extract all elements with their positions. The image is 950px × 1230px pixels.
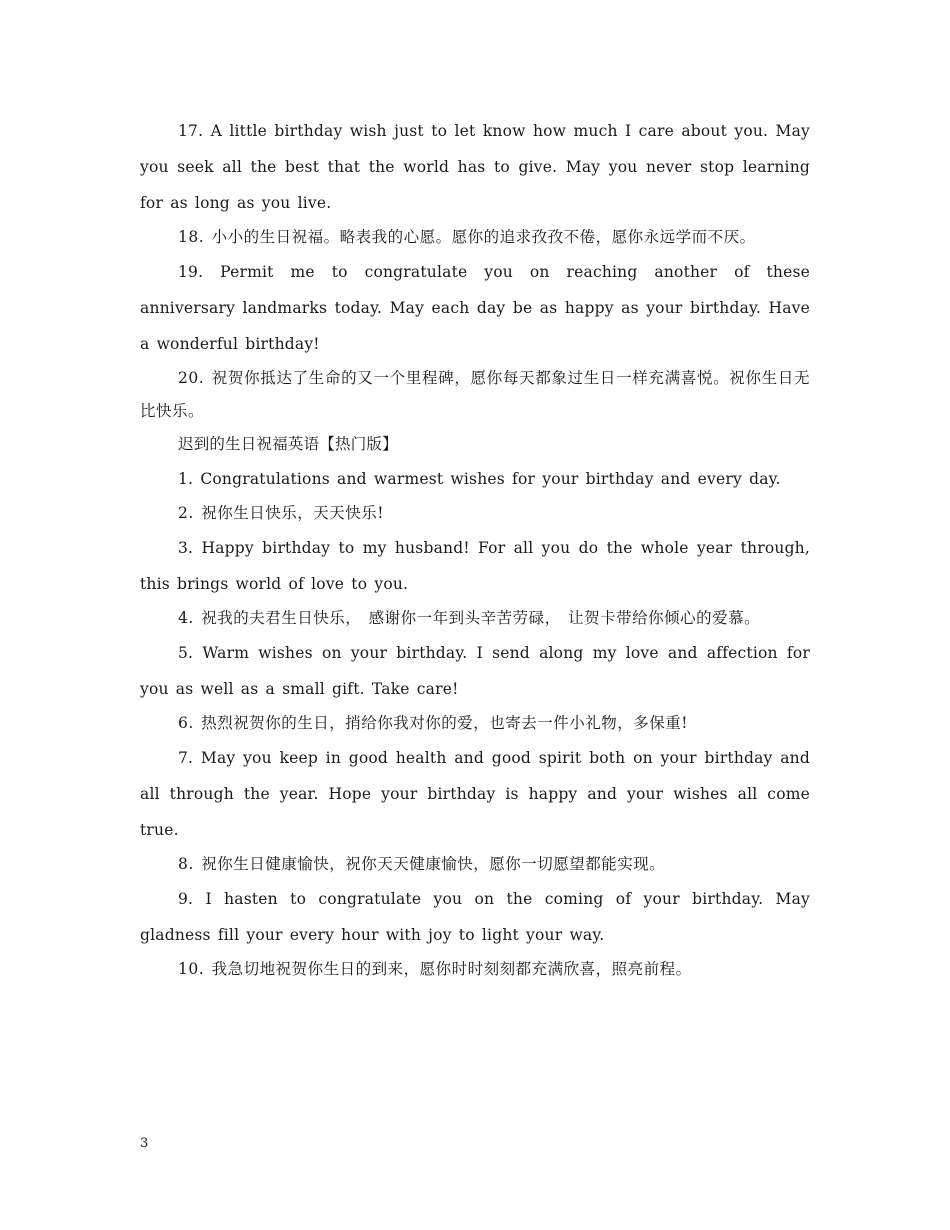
paragraph-20-cn: 20. 祝贺你抵达了生命的又一个里程碑，愿你每天都象过生日一样充满喜悦。祝你生日无比快乐。	[140, 369, 810, 420]
paragraph-2-cn: 2. 祝你生日快乐，天天快乐!	[178, 504, 384, 522]
paragraph-17-en: 17. A little birthday wish just to let know how much I care about you. May you seek all the best that the world has to give. May you never stop learning for as long as you live.	[140, 122, 810, 212]
paragraph-6-cn: 6. 热烈祝贺你的生日，捎给你我对你的爱，也寄去一件小礼物，多保重!	[178, 714, 688, 732]
paragraph-10-cn: 10. 我急切地祝贺你生日的到来，愿你时时刻刻都充满欣喜，照亮前程。	[178, 960, 692, 978]
paragraph-5-en: 5. Warm wishes on your birthday. I send along my love and affection for you as well as a small gift. Take care!	[140, 644, 810, 698]
paragraph-9-en: 9. I hasten to congratulate you on the coming of your birthday. May gladness fill your every hour with joy to light your way.	[140, 890, 810, 944]
paragraph-1-en: 1. Congratulations and warmest wishes for your birthday and every day.	[178, 470, 781, 488]
paragraph-18-cn: 18. 小小的生日祝福。略表我的心愿。愿你的追求孜孜不倦，愿你永远学而不厌。	[178, 228, 756, 246]
paragraph-19-en: 19. Permit me to congratulate you on reaching another of these anniversary landmarks today. May each day be as happy as your birthday. Have a wonderful birthday!	[140, 263, 810, 353]
paragraph-4-cn: 4. 祝我的夫君生日快乐， 感谢你一年到头辛苦劳碌， 让贺卡带给你倾心的爱慕。	[178, 609, 761, 627]
section-heading: 迟到的生日祝福英语【热门版】	[178, 435, 398, 453]
document-body	[140, 113, 810, 986]
paragraph-8-cn: 8. 祝你生日健康愉快，祝你天天健康愉快，愿你一切愿望都能实现。	[178, 855, 666, 873]
page-number: 3	[140, 1136, 149, 1151]
paragraph-7-en: 7. May you keep in good health and good spirit both on your birthday and all through the year. Hope your birthday is happy and your wishes all come true.	[140, 749, 810, 839]
paragraph-3-en: 3. Happy birthday to my husband! For all you do the whole year through, this brings world of love to you.	[140, 539, 810, 593]
